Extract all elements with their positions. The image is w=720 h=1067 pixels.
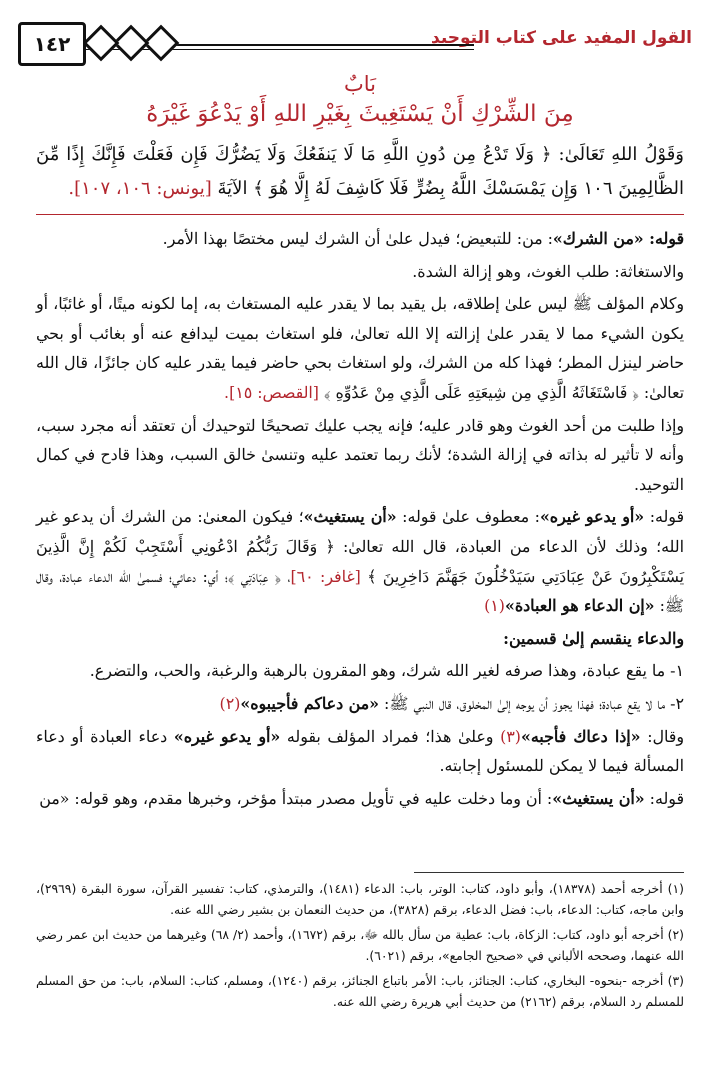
verse-reference: [غافر: ٦٠] [290,566,368,586]
footnote-marker[interactable]: (٣) [500,726,521,746]
term-label: «أو يدعو غيره» [173,726,281,746]
paragraph-text: قوله: [644,788,684,808]
verse-line-2: الظَّالِمِينَ ١٠٦ وَإِن يَمْسَسْكَ اللَّهُ بِضُرٍّ فَلَا كَاشِفَ لَهُ إِلَّا هُوَ ﴾ الآيَةَ [217,178,684,199]
paragraph: والاستغاثة: طلب الغوث، وهو إزالة الشدة. [412,261,684,281]
hadith-quote: «إن الدعاء هو العبادة» [504,596,655,616]
footnote: (٣) أخرجه -بنحوه- البخاري، كتاب: الجنائز، باب: الأمر باتباع الجنائز، برقم (١٢٤٠)، ومسلم، كتاب: السلام، باب: من حق المسلم للمسلم رد السلام، برقم (٢١٦٢) من حديث أبي هريرة رضي الله عنه. [36,973,685,1009]
term-label: «أن يستغيث» [552,788,645,808]
footnote-divider [414,872,684,873]
main-text [36,224,684,816]
quran-quote: ﴿ وَقَالَ رَبُّكُمُ ادْعُونِي أَسْتَجِبْ لَكُمْ إِنَّ الَّذِينَ يَسْتَكْبِرُونَ عَنْ عِبَادَتِي سَيَدْخُلُونَ جَهَنَّمَ دَاخِرِينَ ﴾ [36,536,684,586]
paragraph: والدعاء ينقسم إلىٰ قسمين: [503,628,684,648]
verse-line-1: وَقَوْلُ اللهِ تَعَالَىٰ: ﴿ وَلَا تَدْعُ مِن دُونِ اللَّهِ مَا لَا يَنفَعُكَ وَلَا يَضُرُّكَ فَإِن فَعَلْتَ فَإِنَّكَ إِذًا مِّنَ [36,144,684,165]
page-number: ١٤٢ [18,22,86,66]
paragraph-text: : من: للتبعيض؛ فيدل علىٰ أن الشرك ليس مختصًا بهذا الأمر. [162,229,553,248]
book-title: القول المفيد على كتاب التوحيد [431,28,692,48]
paragraph-text: وعلىٰ هذا؛ فمراد المؤلف بقوله [280,726,501,746]
section-divider [36,214,684,215]
paragraph-text: ، [281,566,291,586]
quran-quote: ﴿ فَاسْتَغَاثَهُ الَّذِي مِن شِيعَتِهِ عَلَى الَّذِي مِنْ عَدُوِّهِ ﴾ [324,382,639,402]
footnote-marker[interactable]: (١) [484,596,505,616]
paragraph [36,502,684,620]
paragraph-text: : أن وما دخلت عليه في تأويل مصدر مبتدأ مؤخر، وخبرها مقدم، وهو قوله: «من [39,788,553,808]
paragraph [36,289,684,407]
paragraph [36,784,684,814]
footnote-marker[interactable]: (٢) [219,693,241,713]
chapter-title: مِنَ الشِّرْكِ أَنْ يَسْتَغِيثَ بِغَيْرِ اللهِ أَوْ يَدْعُوَ غَيْرَهُ [146,101,574,127]
paragraph-text: دعاء العبادة أو دعاء المسألة فيما لا يمكن للمسئول إجابته. [36,726,684,776]
list-item: ١- ما يقع عبادة، وهذا صرفه لغير الله شرك، وهو المقرون بالرهبة والرغبة، والحب، والتضرع. [89,661,684,681]
footnote: (١) أخرجه أحمد (١٨٣٧٨)، وأبو داود، كتاب: الوتر، باب: الدعاء (١٤٨١)، والترمذي، كتاب: تفسير القرآن، سورة البقرة (٢٩٦٩)، وابن ماجه، كتاب: الدعاء، باب: فضل الدعاء، برقم (٣٨٢٨)، من حديث النعمان بن بشير رضي الله عنه. [36,881,684,917]
footnote: (٢) أخرجه أبو داود، كتاب: الزكاة، باب: عطية من سأل بالله ﷻ، برقم (١٦٧٢)، وأحمد (٢/ ٦٨) وغيرهما من حديث ابن عمر رضي الله عنهما، وصححه الألباني في «صحيح الجامع»، برقم (٦٠٢١). [36,927,684,963]
paragraph-text: وكلام المؤلف ﷺ ليس علىٰ إطلاقه، بل يقيد بما لا يقدر عليه المستغاث به، إما لكونه ميتًا، أو غائبًا، أو يكون الشيء مما لا يقدر علىٰ إزالته إلا الله تعالىٰ، فلو استغاث بميت ليدافع عنه أو بغائب أو بحي حاضر لينزل المطر؛ فهذا كله من الشرك، ولو استغاث بحي حاضر فيما يقدر عليه كان جائزًا، قال الله تعالىٰ: [36,294,684,402]
term-label: قوله: «من الشرك» [552,229,684,248]
paragraph-text: ؛ أي: دعائي؛ فسمىٰ الله الدعاء عبادة، وقال ﷺ: [36,566,684,616]
paragraph [36,224,684,254]
paragraph [36,722,684,781]
paragraph-text: ٢- ما لا يقع عبادة؛ فهذا يجوز أن يوجه إلىٰ المخلوق، قال النبي ﷺ: [379,693,684,713]
verse-reference: [القصص: ١٥]. [224,382,324,402]
hadith-quote: «من دعاكم فأجيبوه» [240,693,379,713]
paragraph-text: ؛ فيكون المعنىٰ: من الشرك أن يدعو غير الله؛ وذلك لأن الدعاء من العبادة، قال الله تعالىٰ: [36,507,684,556]
paragraph-text: : معطوف علىٰ قوله: [396,507,540,527]
running-header [0,22,720,66]
paragraph: وإذا طلبت من أحد الغوث وهو قادر عليه؛ فإنه يجب عليك تصحيحًا لتوحيدك أن تعتقد أنه مجرد سبب، وأنه لا تأثير له بذاته في إزالة الشدة؛ لأنك ربما تعتمد عليه وتنسىٰ خالق السبب، وهذا قادح في كمال التوحيد. [36,415,684,494]
quran-quote: ﴿ عِبَادَتِي ﴾ [227,566,282,586]
hadith-quote: «إذا دعاك فأجبه» [520,726,641,746]
chapter-label: بَابٌ [343,72,376,96]
verse-reference: [يونس: ١٠٦، ١٠٧]. [68,178,212,199]
term-label: «أن يستغيث» [303,507,397,527]
paragraph-text: قوله: [644,507,685,527]
term-label: «أو يدعو غيره» [539,507,645,527]
diamond-ornament-icon [83,25,120,62]
paragraph-text: وقال: [640,726,684,746]
list-item [36,689,684,719]
footnotes [36,878,684,1016]
opening-verse [36,138,684,206]
